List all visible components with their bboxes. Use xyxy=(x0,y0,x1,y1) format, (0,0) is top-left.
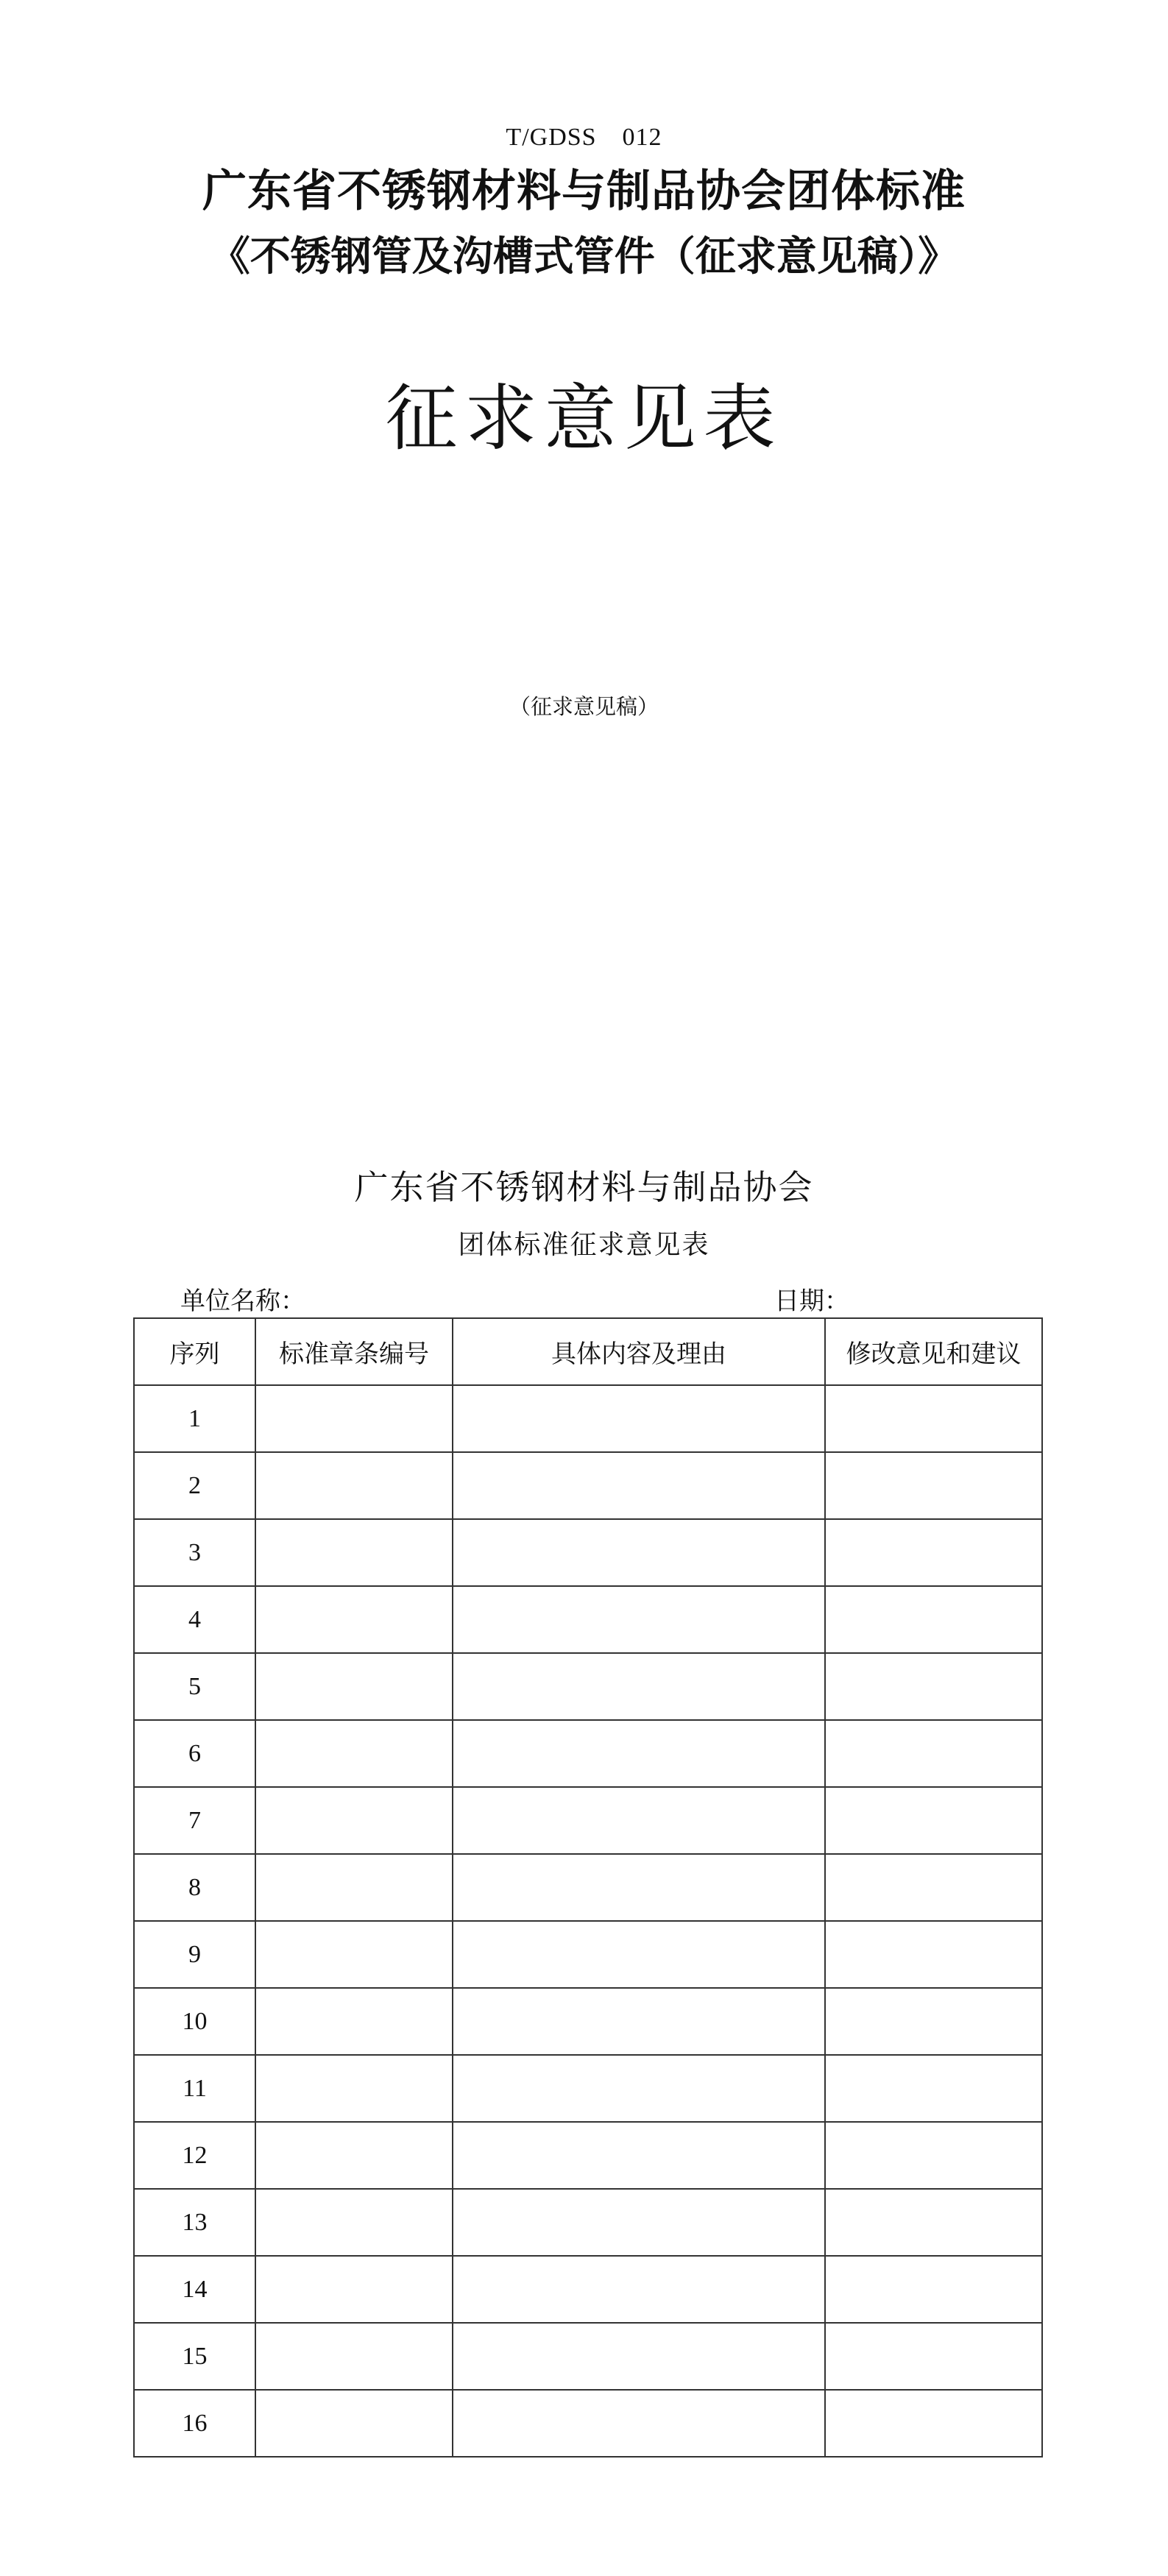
suggestion-cell[interactable] xyxy=(825,1653,1042,1720)
suggestion-cell[interactable] xyxy=(825,1921,1042,1988)
table-row xyxy=(134,1720,1042,1787)
table-row xyxy=(134,1519,1042,1586)
suggestion-cell[interactable] xyxy=(825,2189,1042,2256)
table-header-row xyxy=(134,1318,1042,1385)
date-label: 日期： xyxy=(774,1287,849,1316)
row-sequence-number: 9 xyxy=(134,1921,255,1988)
content-reason-cell[interactable] xyxy=(453,1921,825,1988)
suggestion-cell[interactable] xyxy=(825,2122,1042,2189)
table-row xyxy=(134,1586,1042,1653)
row-sequence-number: 14 xyxy=(134,2256,255,2323)
clause-number-cell[interactable] xyxy=(255,1385,453,1452)
row-sequence-number: 10 xyxy=(134,1988,255,2055)
suggestion-cell[interactable] xyxy=(825,1720,1042,1787)
table-row xyxy=(134,2256,1042,2323)
clause-number-cell[interactable] xyxy=(255,2189,453,2256)
table-row xyxy=(134,1653,1042,1720)
table-row xyxy=(134,2390,1042,2457)
form-title: 征求意见表 xyxy=(385,377,783,461)
clause-number-cell[interactable] xyxy=(255,1653,453,1720)
suggestion-cell[interactable] xyxy=(825,1385,1042,1452)
row-sequence-number: 4 xyxy=(134,1586,255,1653)
table-row xyxy=(134,1787,1042,1854)
row-sequence-number: 12 xyxy=(134,2122,255,2189)
content-reason-cell[interactable] xyxy=(453,1720,825,1787)
table-body xyxy=(134,1385,1042,2457)
table-row xyxy=(134,2189,1042,2256)
suggestion-cell[interactable] xyxy=(825,2390,1042,2457)
suggestion-cell[interactable] xyxy=(825,1452,1042,1519)
row-sequence-number: 13 xyxy=(134,2189,255,2256)
content-reason-cell[interactable] xyxy=(453,1452,825,1519)
clause-number-cell[interactable] xyxy=(255,1787,453,1854)
column-header-suggestion: 修改意见和建议 xyxy=(825,1318,1042,1385)
table-row xyxy=(134,1385,1042,1452)
table-row xyxy=(134,1921,1042,1988)
clause-number-cell[interactable] xyxy=(255,1452,453,1519)
clause-number-cell[interactable] xyxy=(255,1988,453,2055)
content-reason-cell[interactable] xyxy=(453,1854,825,1921)
column-header-clause-number: 标准章条编号 xyxy=(255,1318,453,1385)
clause-number-cell[interactable] xyxy=(255,2122,453,2189)
content-reason-cell[interactable] xyxy=(453,1385,825,1452)
sheet-organization-name: 广东省不锈钢材料与制品协会 xyxy=(354,1167,814,1207)
clause-number-cell[interactable] xyxy=(255,2055,453,2122)
suggestion-cell[interactable] xyxy=(825,1586,1042,1653)
clause-number-cell[interactable] xyxy=(255,2390,453,2457)
row-sequence-number: 7 xyxy=(134,1787,255,1854)
unit-name-label: 单位名称： xyxy=(180,1287,305,1316)
suggestion-cell[interactable] xyxy=(825,1854,1042,1921)
content-reason-cell[interactable] xyxy=(453,2323,825,2390)
content-reason-cell[interactable] xyxy=(453,1653,825,1720)
table-row xyxy=(134,1452,1042,1519)
row-sequence-number: 2 xyxy=(134,1452,255,1519)
content-reason-cell[interactable] xyxy=(453,2055,825,2122)
table-row xyxy=(134,2055,1042,2122)
row-sequence-number: 5 xyxy=(134,1653,255,1720)
document-title: 《不锈钢管及沟槽式管件（征求意见稿）》 xyxy=(209,233,959,280)
row-sequence-number: 16 xyxy=(134,2390,255,2457)
content-reason-cell[interactable] xyxy=(453,2256,825,2323)
suggestion-cell[interactable] xyxy=(825,1787,1042,1854)
organization-title: 广东省不锈钢材料与制品协会团体标准 xyxy=(202,166,966,217)
content-reason-cell[interactable] xyxy=(453,1519,825,1586)
column-header-content-reason: 具体内容及理由 xyxy=(453,1318,825,1385)
content-reason-cell[interactable] xyxy=(453,2189,825,2256)
suggestion-cell[interactable] xyxy=(825,2256,1042,2323)
row-sequence-number: 8 xyxy=(134,1854,255,1921)
standard-code: T/GDSS 012 xyxy=(506,124,662,151)
content-reason-cell[interactable] xyxy=(453,1586,825,1653)
content-reason-cell[interactable] xyxy=(453,1988,825,2055)
content-reason-cell[interactable] xyxy=(453,1787,825,1854)
comment-table xyxy=(133,1317,1043,2458)
clause-number-cell[interactable] xyxy=(255,2323,453,2390)
content-reason-cell[interactable] xyxy=(453,2390,825,2457)
table-row xyxy=(134,1854,1042,1921)
row-sequence-number: 3 xyxy=(134,1519,255,1586)
table-row xyxy=(134,2122,1042,2189)
clause-number-cell[interactable] xyxy=(255,1586,453,1653)
suggestion-cell[interactable] xyxy=(825,1519,1042,1586)
suggestion-cell[interactable] xyxy=(825,1988,1042,2055)
clause-number-cell[interactable] xyxy=(255,1720,453,1787)
content-reason-cell[interactable] xyxy=(453,2122,825,2189)
table-row xyxy=(134,2323,1042,2390)
column-header-sequence: 序列 xyxy=(134,1318,255,1385)
sheet-subtitle: 团体标准征求意见表 xyxy=(458,1230,710,1260)
row-sequence-number: 15 xyxy=(134,2323,255,2390)
clause-number-cell[interactable] xyxy=(255,2256,453,2323)
table-row xyxy=(134,1988,1042,2055)
suggestion-cell[interactable] xyxy=(825,2055,1042,2122)
draft-note: （征求意见稿） xyxy=(509,694,659,719)
clause-number-cell[interactable] xyxy=(255,1854,453,1921)
row-sequence-number: 11 xyxy=(134,2055,255,2122)
clause-number-cell[interactable] xyxy=(255,1519,453,1586)
clause-number-cell[interactable] xyxy=(255,1921,453,1988)
row-sequence-number: 1 xyxy=(134,1385,255,1452)
row-sequence-number: 6 xyxy=(134,1720,255,1787)
suggestion-cell[interactable] xyxy=(825,2323,1042,2390)
